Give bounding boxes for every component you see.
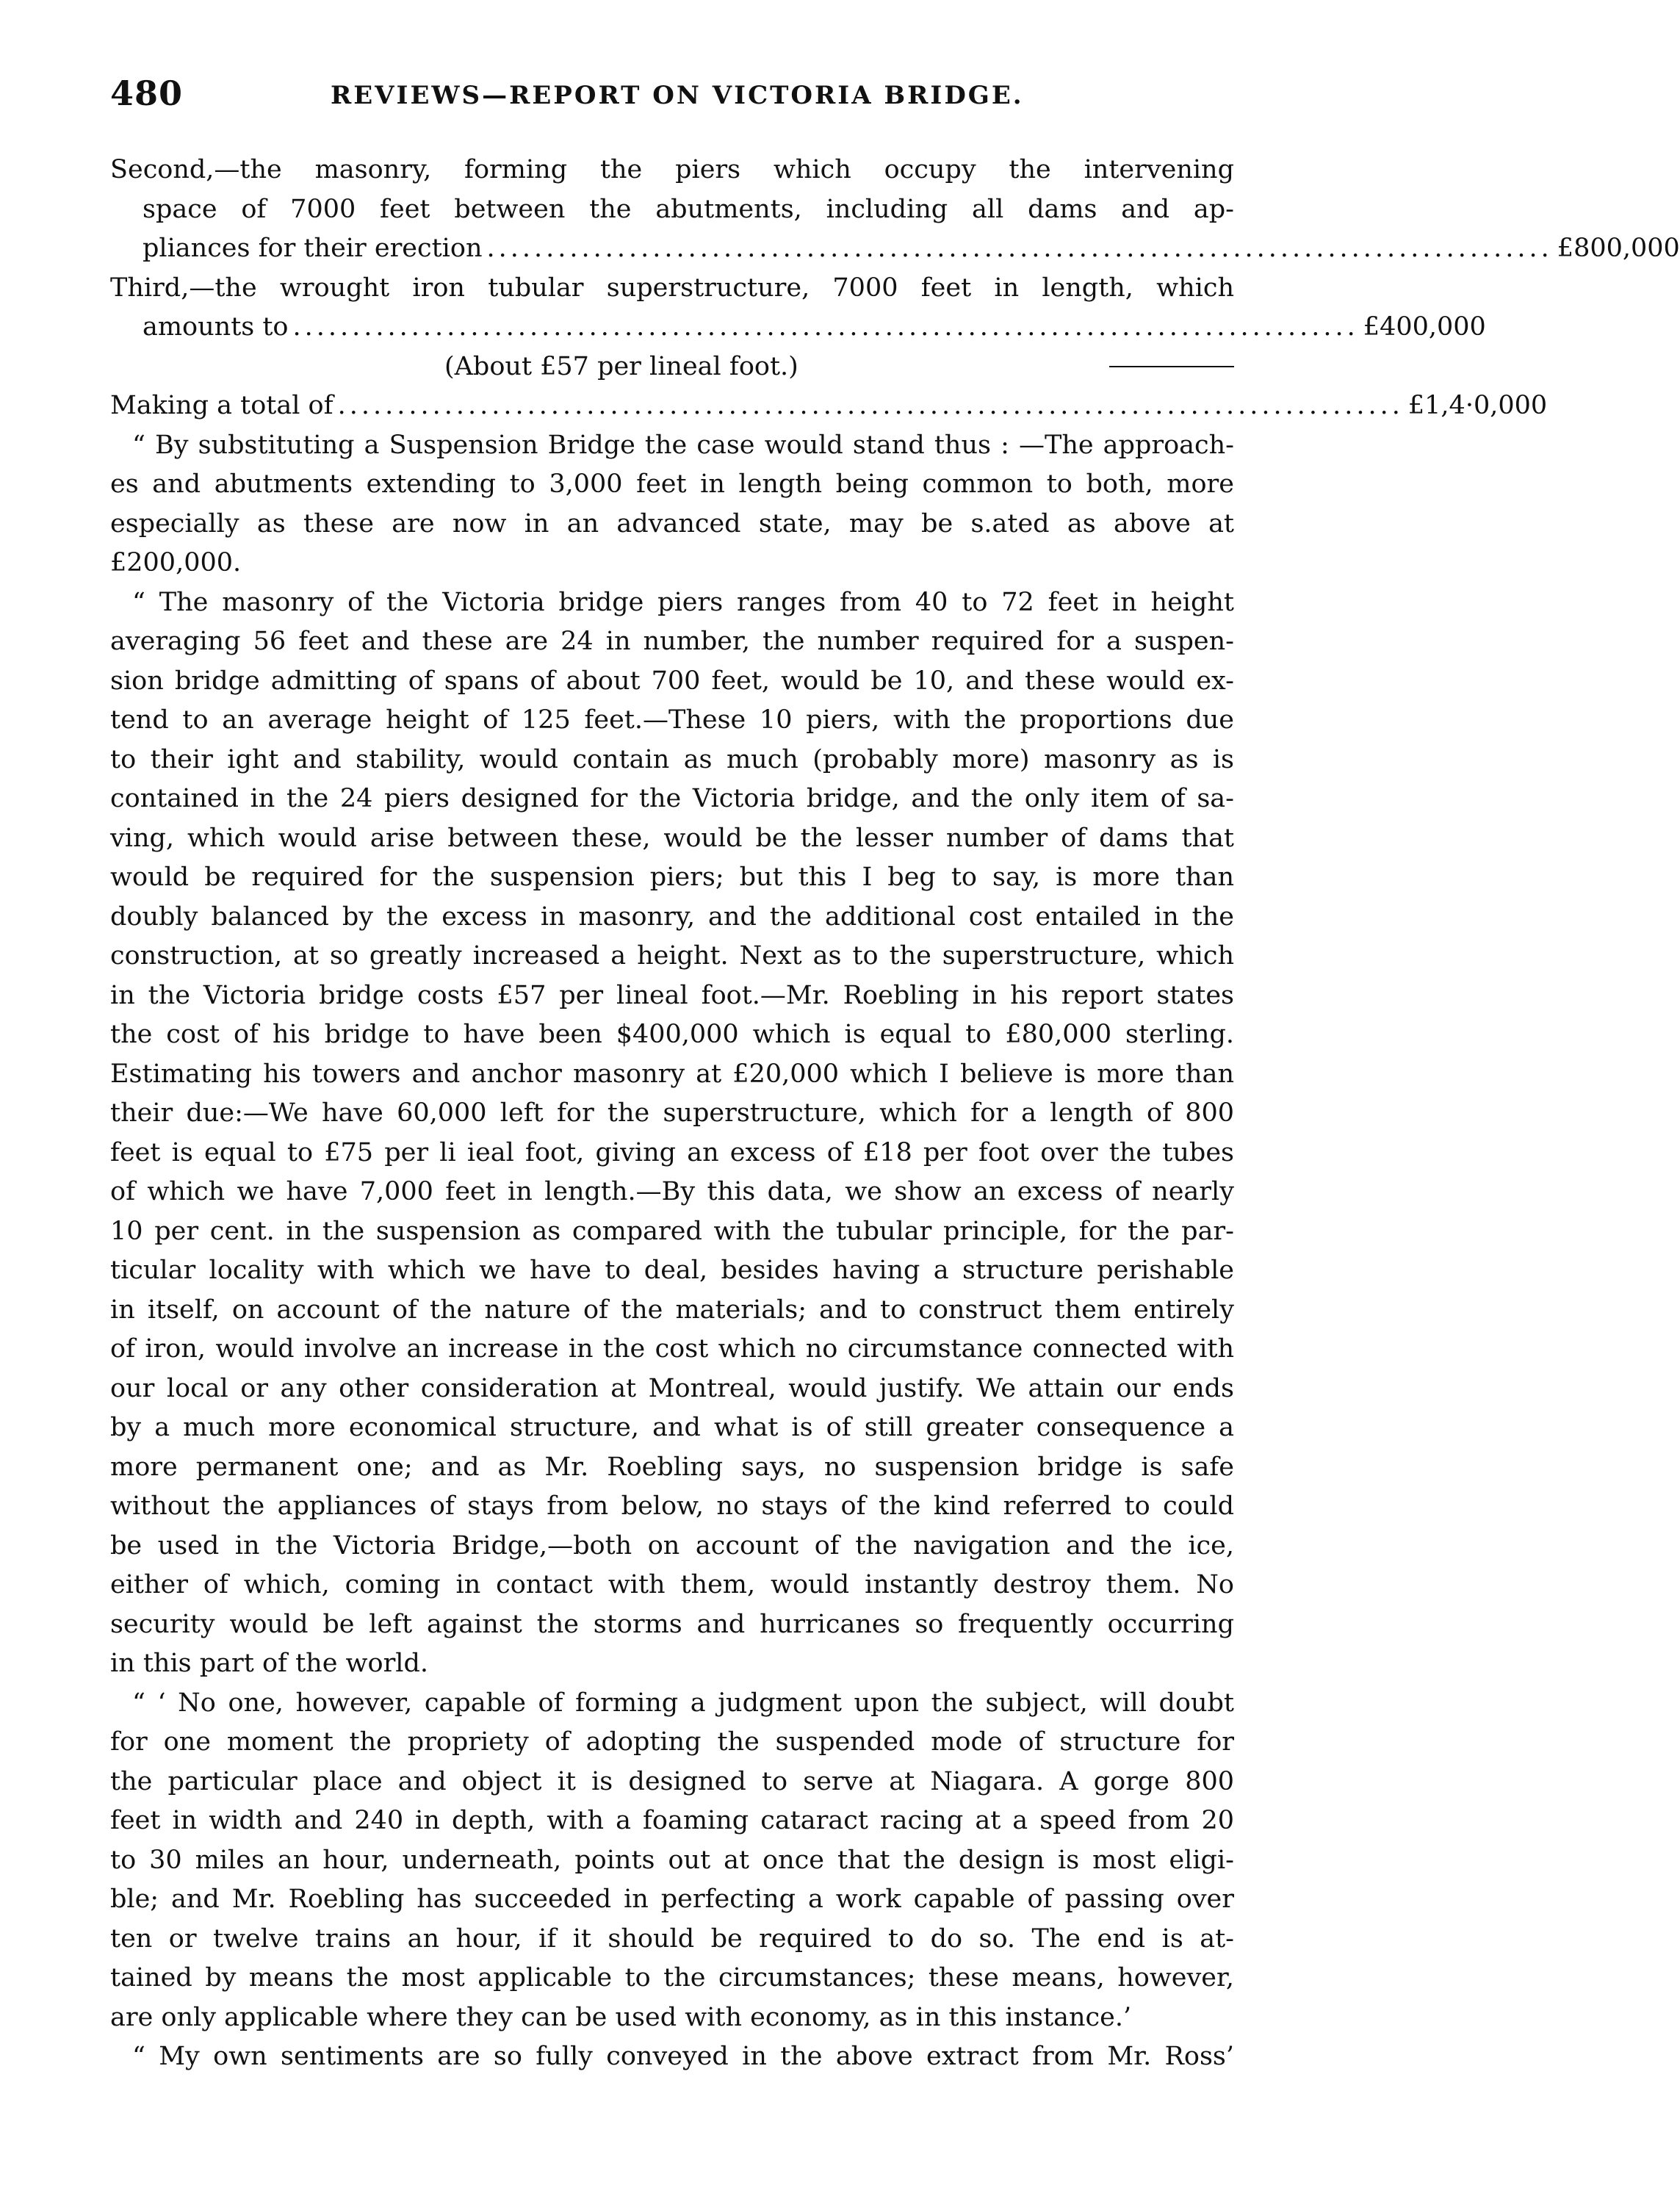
text-line: ving, which would arise between these, would be the lesser number of dams that bbox=[110, 823, 1234, 853]
running-head: REVIEWS—REPORT ON VICTORIA BRIDGE. bbox=[331, 81, 1024, 110]
paragraph bbox=[110, 1684, 1234, 2038]
cost-label: pliances for their erection bbox=[143, 234, 483, 263]
text-line: in this part of the world. bbox=[110, 1649, 429, 1678]
total-label: Making a total of bbox=[110, 391, 334, 420]
text-line: of which we have 7,000 feet in length.—By this data, we show an excess of nearly bbox=[110, 1177, 1234, 1206]
text-line: of iron, would involve an increase in the cost which no circumstance connected with bbox=[110, 1334, 1234, 1364]
text-line: 10 per cent. in the suspension as compared with the tubular principle, for the par- bbox=[110, 1216, 1234, 1246]
sum-rule bbox=[1109, 366, 1234, 367]
total-amount: £1,4·0,000 bbox=[1407, 391, 1548, 420]
text-line: es and abutments extending to 3,000 feet in length being common to both, more bbox=[110, 469, 1234, 499]
text-line: security would be left against the storms and hurricanes so frequently occurring bbox=[110, 1609, 1234, 1639]
text-line: contained in the 24 piers designed for the Victoria bridge, and the only item of sa- bbox=[110, 784, 1234, 813]
body-text bbox=[110, 151, 1680, 2077]
text-line: “ By substituting a Suspension Bridge the case would stand thus : —The approach- bbox=[132, 430, 1234, 460]
text-line: ble; and Mr. Roebling has succeeded in perfecting a work capable of passing over bbox=[110, 1885, 1234, 1914]
cost-amount: £800,000 bbox=[1557, 234, 1680, 263]
page-header bbox=[110, 73, 1241, 125]
text-line: are only applicable where they can be used with economy, as in this instance.’ bbox=[110, 2002, 1132, 2032]
text-line: construction, at so greatly increased a height. Next as to the superstructure, which bbox=[110, 941, 1234, 971]
text-line: £200,000. bbox=[110, 548, 242, 577]
paragraph bbox=[110, 426, 1234, 583]
paragraph bbox=[110, 2037, 1234, 2077]
total-row bbox=[110, 386, 1548, 426]
leader-dots: .......................................................................................... bbox=[337, 391, 1404, 420]
cost-item-second bbox=[110, 151, 1680, 269]
text-line: “ My own sentiments are so fully conveyed in the above extract from Mr. Ross’ bbox=[132, 2042, 1234, 2071]
text-line: Second,—the masonry, forming the piers which occupy the intervening bbox=[110, 155, 1234, 184]
text-line: space of 7000 feet between the abutments, including all dams and ap- bbox=[143, 194, 1234, 224]
leader-dots: .......................................................................................... bbox=[486, 234, 1553, 263]
cost-amount: £400,000 bbox=[1363, 312, 1486, 342]
text-line: feet in width and 240 in depth, with a foaming cataract racing at a speed from 20 bbox=[110, 1806, 1234, 1835]
text-line: in itself, on account of the nature of the materials; and to construct them entirely bbox=[110, 1295, 1234, 1325]
text-line: Third,—the wrought iron tubular superstructure, 7000 feet in length, which bbox=[110, 273, 1234, 303]
text-line: without the appliances of stays from below, no stays of the kind referred to could bbox=[110, 1491, 1234, 1521]
text-line: be used in the Victoria Bridge,—both on account of the navigation and the ice, bbox=[110, 1530, 1234, 1561]
text-line: sion bridge admitting of spans of about 700 feet, would be 10, and these would ex- bbox=[110, 666, 1234, 696]
cost-item-third bbox=[110, 269, 1486, 348]
text-line: our local or any other consideration at Montreal, would justify. We attain our ends bbox=[110, 1373, 1234, 1403]
page-number: 480 bbox=[110, 73, 184, 113]
text-line: would be required for the suspension piers; but this I beg to say, is more than bbox=[110, 863, 1234, 892]
text-line: “ ‘ No one, however, capable of forming a judgment upon the subject, will doubt bbox=[132, 1688, 1234, 1718]
text-line: the particular place and object it is designed to serve at Niagara. A gorge 800 bbox=[110, 1766, 1234, 1796]
text-line: especially as these are now in an advanced state, may be s.ated as above at bbox=[110, 508, 1234, 539]
leader-dots: .......................................................................................... bbox=[292, 312, 1359, 342]
cost-note: (About £57 per lineal foot.) bbox=[444, 351, 798, 381]
text-line: tend to an average height of 125 feet.—These 10 piers, with the proportions due bbox=[110, 705, 1234, 735]
text-line: the cost of his bridge to have been $400,000 which is equal to £80,000 sterling. bbox=[110, 1020, 1234, 1049]
text-line: Estimating his towers and anchor masonry at £20,000 which I believe is more than bbox=[110, 1059, 1234, 1089]
text-line: feet is equal to £75 per li ieal foot, giving an excess of £18 per foot over the tubes bbox=[110, 1137, 1234, 1167]
text-line: either of which, coming in contact with them, would instantly destroy them. No bbox=[110, 1570, 1234, 1599]
cost-row bbox=[110, 308, 1486, 348]
text-line: averaging 56 feet and these are 24 in number, the number required for a suspen- bbox=[110, 627, 1234, 656]
text-line: more permanent one; and as Mr. Roebling says, no suspension bridge is safe bbox=[110, 1452, 1234, 1482]
text-line: tained by means the most applicable to the circumstances; these means, however, bbox=[110, 1963, 1234, 1993]
cost-row bbox=[110, 229, 1680, 269]
paragraph bbox=[110, 583, 1234, 1684]
cost-label: amounts to bbox=[143, 312, 289, 342]
text-line: to 30 miles an hour, underneath, points out at once that the design is most eligi- bbox=[110, 1845, 1234, 1875]
text-line: their due:—We have 60,000 left for the superstructure, which for a length of 800 bbox=[110, 1098, 1234, 1128]
cost-note-row bbox=[110, 348, 1234, 387]
text-line: to their ight and stability, would contain as much (probably more) masonry as is bbox=[110, 744, 1234, 774]
text-line: by a much more economical structure, and what is of still greater consequence a bbox=[110, 1413, 1234, 1442]
text-line: doubly balanced by the excess in masonry, and the additional cost entailed in the bbox=[110, 901, 1234, 932]
text-line: “ The masonry of the Victoria bridge piers ranges from 40 to 72 feet in height bbox=[132, 587, 1234, 617]
text-line: for one moment the propriety of adopting the suspended mode of structure for bbox=[110, 1727, 1234, 1757]
text-line: in the Victoria bridge costs £57 per lineal foot.—Mr. Roebling in his report states bbox=[110, 980, 1234, 1010]
text-line: ten or twelve trains an hour, if it should be required to do so. The end is at- bbox=[110, 1923, 1234, 1954]
text-line: ticular locality with which we have to deal, besides having a structure perishable bbox=[110, 1256, 1234, 1285]
